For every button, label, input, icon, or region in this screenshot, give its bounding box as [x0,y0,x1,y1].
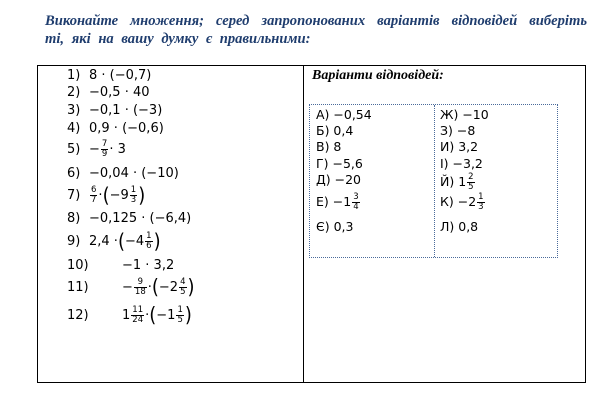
answer-option [316,220,353,234]
problem-item [67,211,191,227]
mixed-whole: −4 [124,234,145,249]
expression-text: −0,04 · (−10) [89,166,179,181]
mixed-whole: −9 [109,188,129,203]
problem-number: 8) [67,211,81,226]
answer-fraction-numerator: 1 [478,192,484,202]
close-paren: ) [138,182,146,207]
problem-item [67,103,162,119]
problem-number: 2) [67,85,81,100]
answer-text: Г) −5,6 [316,156,363,171]
open-paren: ( [151,274,159,299]
answer-fraction [352,193,359,212]
fraction-denominator: 7 [91,195,97,205]
expression-text: 8 · (−0,7) [89,68,152,83]
fraction-numerator: 7 [101,139,108,149]
answer-text: З) −8 [440,123,476,138]
mixed-fraction-denominator: 5 [180,287,186,297]
answer-text: И) 3,2 [440,139,479,154]
minus-sign: − [122,280,133,295]
problem-number: 6) [67,166,81,181]
answer-fraction-numerator: 3 [353,192,359,202]
column-divider [303,66,304,382]
answer-option [440,193,486,212]
mixed-fraction [130,186,137,205]
problem-item [67,85,150,101]
open-paren: ( [149,302,157,327]
answer-text: Д) −20 [316,172,361,187]
problem-item [67,302,192,327]
fraction [131,306,144,325]
mixed-fraction-numerator: 1 [130,185,137,195]
close-paren: ) [153,228,161,253]
fraction [90,186,97,205]
mixed-fraction [145,232,152,251]
expression-text: 1 [122,308,131,323]
problem-item [67,140,126,159]
mixed-fraction [179,278,186,297]
answer-option [316,108,372,122]
mixed-fraction-numerator: 1 [177,305,183,315]
fraction-numerator: 11 [132,305,144,315]
expression-text: · 3 [109,142,126,157]
fraction [134,278,147,297]
answer-option [440,140,478,154]
expression-text: 0,9 · (−0,6) [89,121,164,136]
problem-number: 5) [67,142,81,157]
answer-option [316,193,361,212]
mixed-fraction-denominator: 6 [146,241,152,251]
answer-fraction [477,193,484,212]
mixed-fraction-denominator: 5 [177,315,183,325]
answer-text: Б) 0,4 [316,123,354,138]
problem-number: 10) [67,258,89,273]
mixed-whole: −2 [158,280,179,295]
minus-sign: − [89,142,100,157]
problem-number: 12) [67,308,89,323]
expression-text: −1 · 3,2 [122,258,175,273]
expression-text: 2,4 · [89,234,118,249]
answer-text: І) −3,2 [440,156,483,171]
answer-fraction-denominator: 4 [353,202,359,212]
answer-fraction [467,173,474,192]
task-instruction: Виконайте множення; серед запропонованих варіантів відповідей виберіть ті, які на вашу думку є правильними: [45,13,587,47]
problem-number: 4) [67,121,81,136]
answer-option [440,124,475,138]
problem-number: 9) [67,234,81,249]
answer-text: Л) 0,8 [440,219,479,234]
problem-item [67,274,195,299]
answer-text: Є) 0,3 [316,219,354,234]
answer-text: В) 8 [316,139,342,154]
expression-text: −0,125 · (−6,4) [89,211,192,226]
answers-separator [434,105,435,257]
mixed-fraction-numerator: 1 [146,231,152,241]
exercise-table [37,65,586,383]
answer-option [440,220,478,234]
answer-text: Е) −1 [316,194,352,209]
problem-item [67,182,146,207]
fraction-denominator: 18 [134,287,146,297]
answer-option [440,173,476,192]
open-paren: ( [117,228,125,253]
answers-box [309,104,558,258]
answer-option [440,157,483,171]
mixed-fraction [176,306,183,325]
problem-item [67,228,161,253]
expression-text: · [145,308,150,323]
close-paren: ) [187,274,195,299]
expression-text: · [98,188,103,203]
expression-text: −0,1 · (−3) [89,103,163,118]
answer-text: К) −2 [440,194,477,209]
problem-number: 11) [67,280,89,295]
fraction-numerator: 6 [91,185,97,195]
answer-option [440,108,489,122]
mixed-fraction-numerator: 4 [180,277,186,287]
answers-title: Варіанти відповідей: [312,68,444,83]
mixed-whole: −1 [156,308,176,323]
problem-item [67,258,174,274]
answer-text: Й) 1 [440,174,467,189]
problem-item [67,166,179,182]
fraction-numerator: 9 [134,278,147,288]
problem-number: 3) [67,103,81,118]
answer-option [316,140,341,154]
answer-fraction-numerator: 2 [468,172,474,182]
expression-text: −0,5 · 40 [89,85,150,100]
answer-option [316,173,361,187]
close-paren: ) [184,302,192,327]
problem-item [67,121,164,137]
problem-number: 7) [67,188,81,203]
expression-text: · [147,280,152,295]
fraction-denominator: 9 [101,149,108,159]
open-paren: ( [102,182,110,207]
fraction [101,140,108,159]
problem-item [67,68,151,84]
answer-option [316,124,353,138]
answer-fraction-denominator: 3 [478,202,484,212]
answer-option [316,157,363,171]
mixed-fraction-denominator: 3 [130,195,137,205]
answer-text: Ж) −10 [440,107,489,122]
answer-text: А) −0,54 [316,107,372,122]
answer-fraction-denominator: 5 [468,182,474,192]
fraction-denominator: 24 [132,315,144,325]
problem-number: 1) [67,68,81,83]
